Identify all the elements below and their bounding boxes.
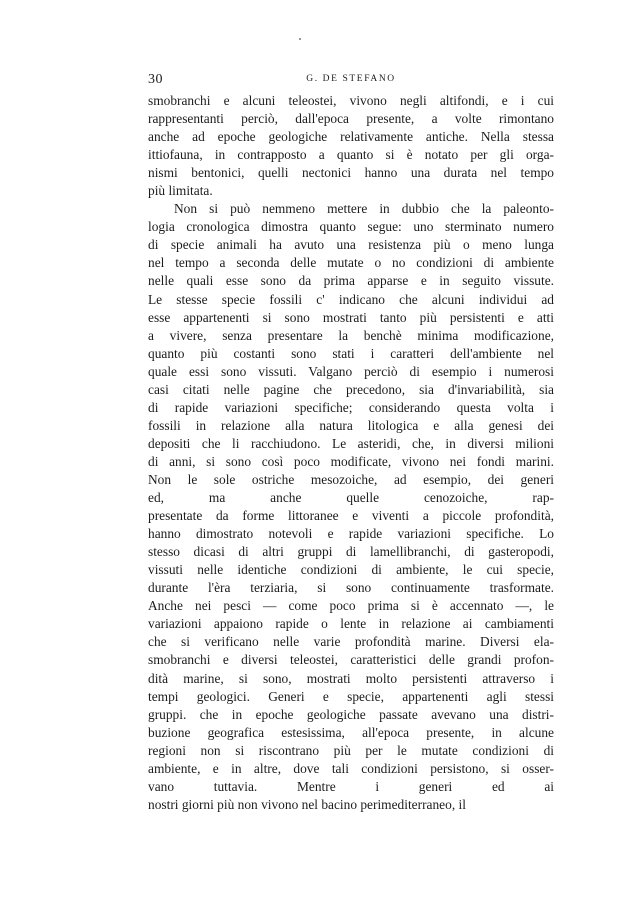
- text-line: smobranchi e diversi teleostei, caratteristici delle grandi profon-: [148, 652, 554, 668]
- text-line: più limitata.: [148, 183, 213, 199]
- text-line: Non le sole ostriche mesozoiche, ad esempio, dei generi: [148, 471, 554, 487]
- text-line: gruppi. che in epoche geologiche passate avevano una distri-: [148, 706, 554, 722]
- text-line: vissuti nelle identiche condizioni di ambiente, le cui specie,: [148, 562, 554, 578]
- text-line: a vivere, senza presentare la benchè minima modificazione,: [148, 327, 554, 343]
- text-line: smobranchi e alcuni teleostei, vivono negli altifondi, e i cui: [148, 93, 554, 108]
- text-line: ed, ma anche quelle cenozoiche, rap-: [148, 490, 554, 506]
- text-line: dità marine, si sono, mostrati molto persistenti attraverso i: [148, 670, 554, 686]
- text-line: fossili in relazione alla natura litologica e alla genesi dei: [148, 417, 554, 433]
- text-line: logia cronologica dimostra quanto segue: uno sterminato numero: [148, 219, 554, 235]
- text-line: nostri giorni più non vivono nel bacino perimediterraneo, il: [148, 796, 466, 812]
- text-line: Non si può nemmeno mettere in dubbio che la paleonto-: [174, 201, 554, 217]
- text-line: tempi geologici. Generi e specie, appartenenti agli stessi: [148, 688, 554, 704]
- text-line: che si verificano nelle varie profondità marine. Diversi ela-: [148, 634, 554, 650]
- text-line: presentate da forme littoranee e viventi a piccole profondità,: [148, 508, 554, 524]
- text-line: di anni, si sono così poco modificate, vivono nei fondi marini.: [148, 453, 554, 469]
- text-line: anche ad epoche geologiche relativamente antiche. Nella stessa: [148, 129, 554, 145]
- running-head: G. DE STEFANO: [306, 74, 396, 84]
- text-line: ambiente, e in altre, dove tali condizioni persistono, si osser-: [148, 760, 554, 776]
- text-line: di specie animali ha avuto una resistenza più o meno lunga: [148, 237, 554, 253]
- text-line: ittiofauna, in contrapposto a quanto si è notato per gli orga-: [148, 147, 554, 163]
- text-line: di rapide variazioni specifiche; considerando questa volta i: [148, 399, 554, 415]
- text-line: Le stesse specie fossili c' indicano che alcuni individui ad: [148, 291, 554, 307]
- text-line: buzione geografica estesissima, all'epoca presente, in alcune: [148, 724, 554, 740]
- text-line: regioni non si riscontrano più per le mutate condizioni di: [148, 742, 554, 758]
- text-line: stesso dicasi di altri gruppi di lamellibranchi, di gasteropodi,: [148, 544, 554, 560]
- text-line: vano tuttavia. Mentre i generi ed ai: [148, 778, 554, 794]
- text-line: nel tempo a seconda delle mutate o no condizioni di ambiente: [148, 255, 554, 271]
- text-line: Anche nei pesci — come poco prima si è accennato —, le: [148, 598, 554, 614]
- text-line: quanto più costanti sono stati i caratteri dell'ambiente nel: [148, 345, 554, 361]
- text-line: esse appartenenti si sono mostrati tanto più persistenti e atti: [148, 309, 554, 325]
- text-line: nelle quali esse sono da prima apparse e in seguito vissute.: [148, 273, 554, 289]
- print-speck: [299, 38, 301, 40]
- text-line: variazioni appaiono rapide o lente in relazione ai cambiamenti: [148, 616, 554, 632]
- text-line: hanno dimostrato notevoli e rapide variazioni specifiche. Lo: [148, 526, 554, 542]
- text-line: casi citati nelle pagine che precedono, sia d'invariabilità, sia: [148, 381, 554, 397]
- page-number: 30: [148, 72, 163, 87]
- page-header: [148, 72, 554, 90]
- text-line: durante l'èra terziaria, si sono continuamente trasformate.: [148, 580, 554, 596]
- text-line: depositi che li racchiudono. Le asteridi, che, in diversi milioni: [148, 435, 554, 451]
- text-line: nismi bentonici, quelli nectonici hanno una durata nel tempo: [148, 165, 554, 181]
- text-line: rappresentanti perciò, dall'epoca presente, a volte rimontano: [148, 111, 554, 127]
- text-line: quale essi sono vissuti. Valgano perciò di esempio i numerosi: [148, 363, 554, 379]
- body-text: [148, 92, 554, 814]
